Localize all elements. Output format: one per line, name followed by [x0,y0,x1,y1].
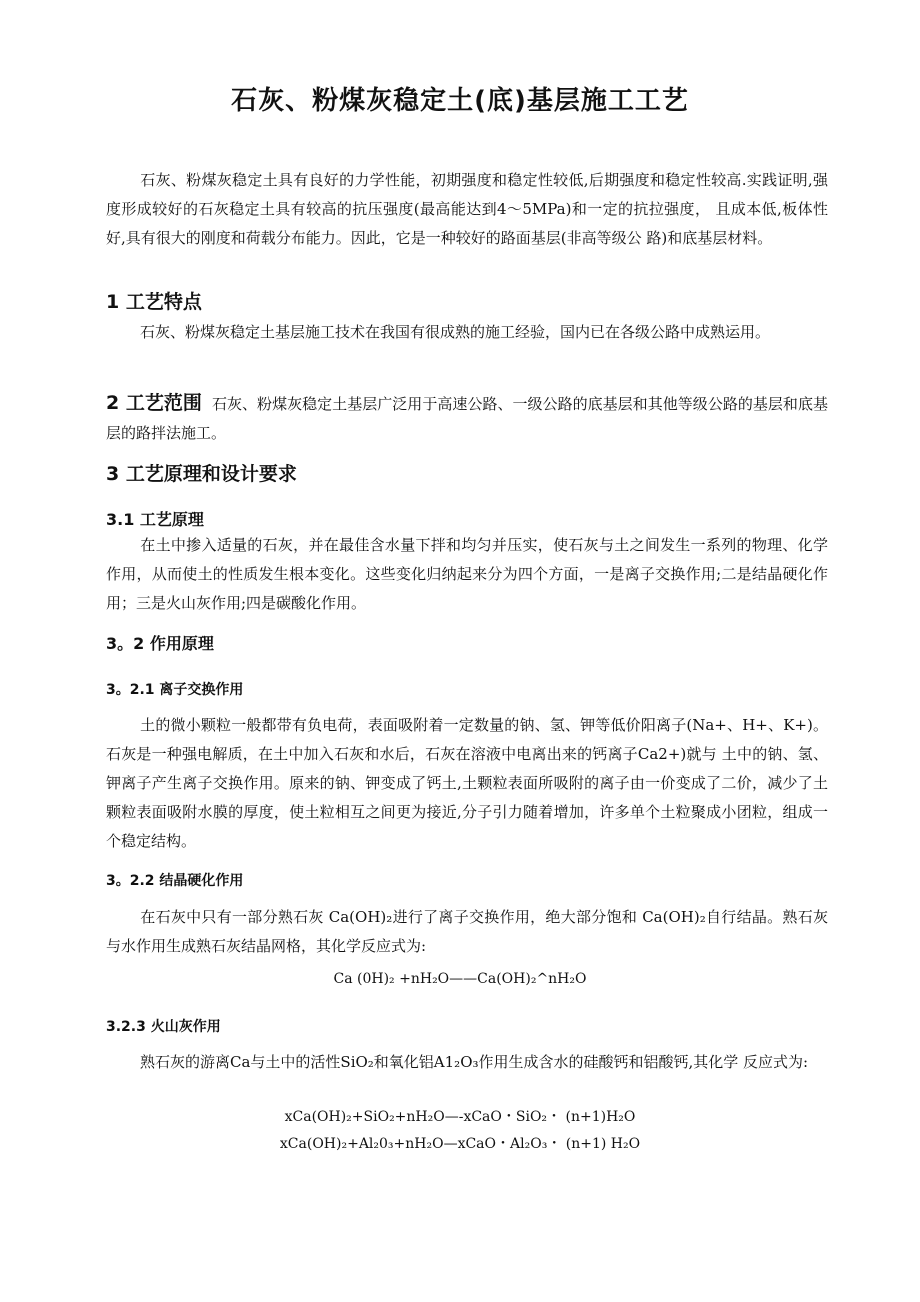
document-title: 石灰、粉煤灰稳定土(底)基层施工工艺 [231,86,689,116]
section-3-2-1-body [106,711,828,856]
section-3-heading: 3 工艺原理和设计要求 [106,463,297,485]
section-3-2-1-heading: 3。2.1 离子交换作用 [106,682,244,698]
section-3-1-body [106,531,828,618]
formula-calcium-aluminate: xCa(OH)₂+Al₂0₃+nH₂O—xCaO・Al₂O₃・ (n+1) H₂O [279,1136,641,1152]
section-1-text: 石灰、粉煤灰稳定土基层施工技术在我国有很成熟的施工经验，国内已在各级公路中成熟运用。 [140,323,771,341]
section-3-2-heading: 3。2 作用原理 [106,634,214,653]
section-1-body [106,318,828,347]
section-2-heading: 2 工艺范围 [106,392,202,414]
formula-crystallization: Ca (0H)₂ +nH₂O——Ca(OH)₂^nH₂O [333,971,587,987]
section-3-2-3-text: 熟石灰的游离Ca与土中的活性SiO₂和氧化铝A1₂O₃作用生成含水的硅酸钙和铝酸钙,其化学 反应式为: [140,1053,809,1071]
section-1-heading: 1 工艺特点 [106,291,202,313]
section-3-2-2-heading: 3。2.2 结晶硬化作用 [106,873,244,889]
section-3-2-3-body [106,1048,828,1077]
section-2-paragraph [106,389,828,448]
section-3-1-heading: 3.1 工艺原理 [106,510,204,529]
section-3-2-2-body [106,903,828,961]
formula-calcium-silicate: xCa(OH)₂+SiO₂+nH₂O—-xCaO・SiO₂・ (n+1)H₂O [284,1109,636,1125]
intro-text: 石灰、粉煤灰稳定土具有良好的力学性能，初期强度和稳定性较低,后期强度和稳定性较高.实践证明,强度形成较好的石灰稳定土具有较高的抗压强度(最高能达到4〜5MPa)和一定的抗拉强度， 且成本低,板体性好,具有很大的刚度和荷载分布能力。因此，它是一种较好的路面基层(非高等级公 路)和底基层材料。 [106,171,828,247]
section-3-1-text: 在土中掺入适量的石灰，并在最佳含水量下拌和均匀并压实，使石灰与土之间发生一系列的物理、化学作用，从而使土的性质发生根本变化。这些变化归纳起来分为四个方面，一是离子交换作用;二是结晶硬化作用；三是火山灰作用;四是碳酸化作用。 [106,536,828,612]
intro-paragraph [106,166,828,253]
section-3-2-2-text: 在石灰中只有一部分熟石灰 Ca(OH)₂进行了离子交换作用，绝大部分饱和 Ca(OH)₂自行结晶。熟石灰与水作用生成熟石灰结晶网格，其化学反应式为: [106,908,828,955]
section-3-2-1-text: 土的微小颗粒一般都带有负电荷，表面吸附着一定数量的钠、氢、钾等低价阳离子(Na+、H+、K+)。石灰是一种强电解质，在土中加入石灰和水后，石灰在溶液中电离出来的钙离子Ca2+)就与 土中的钠、氢、钾离子产生离子交换作用。原来的钠、钾变成了钙土,土颗粒表面所吸附的离子由一价变成了二价，减少了土颗粒表面吸附水膜的厚度，使土粒相互之间更为接近,分子引力随着增加，许多单个土粒聚成小团粒，组成一个稳定结构。 [106,716,828,850]
section-2-text: 石灰、粉煤灰稳定土基层广泛用于高速公路、一级公路的底基层和其他等级公路的基层和底基 层的路拌法施工。 [106,395,828,442]
section-3-2-3-heading: 3.2.3 火山灰作用 [106,1019,221,1035]
